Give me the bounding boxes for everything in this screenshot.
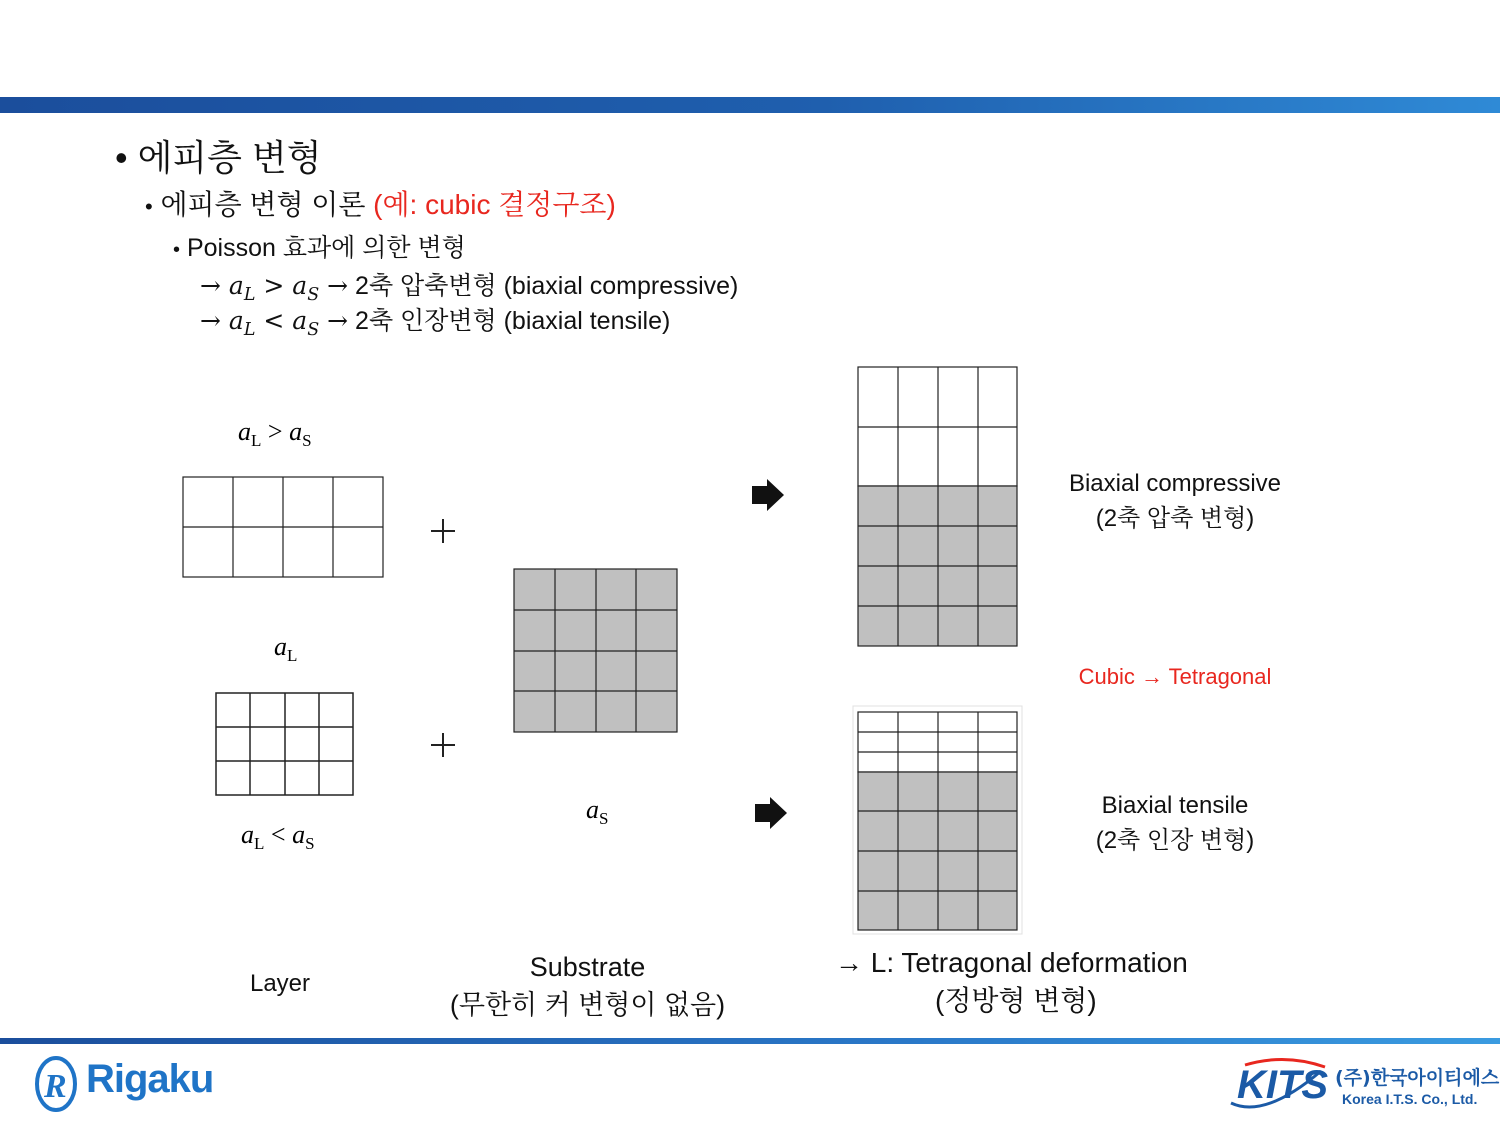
compressive-result-grid [858, 367, 1017, 646]
plus-sign-bottom [431, 733, 455, 757]
label-aL: $a_L$ [274, 632, 298, 665]
kits-logo [1225, 1055, 1500, 1117]
kits-company-ko: (주)한국아이티에스 [1335, 1067, 1500, 1089]
tensile-label-en: Biaxial tensile [1101, 792, 1249, 819]
bullet3-text: Poisson 효과에 의한 변형 [186, 234, 466, 262]
block-arrow-top [752, 479, 784, 511]
rigaku-logo [34, 1053, 254, 1113]
tensile-label-ko: (2축 인장 변형) [1095, 827, 1255, 854]
footer-bar [0, 1038, 1500, 1044]
substrate-grid [514, 569, 677, 732]
label-aS: $a_S$ [586, 795, 609, 828]
svg-text:R: R [44, 1068, 67, 1105]
caption-tetragonal-note: (정방형 변형) [935, 985, 1097, 1016]
bullet-dot: • [145, 194, 153, 219]
plus-sign-top [431, 519, 455, 543]
bullet1-text: 에피층 변형 [137, 137, 322, 178]
block-arrow-bottom [755, 797, 787, 829]
tensile-result-grid [853, 706, 1022, 934]
caption-layer: Layer [249, 970, 311, 997]
compressive-label-ko: (2축 압축 변형) [1095, 505, 1255, 532]
cond-bottom: $a_L < a_S$ [241, 820, 315, 853]
bullet2-example: (예: cubic 결정구조) [373, 189, 616, 220]
relation-math-compressive: → $a_L > a_S$ → [200, 271, 349, 306]
bullet-dot: • [173, 239, 181, 261]
compressive-label [1040, 470, 1310, 533]
kits-wordmark: KITS [1237, 1063, 1329, 1107]
rigaku-emblem-icon [34, 1053, 84, 1113]
relation-text-tensile: 2축 인장변형 (biaxial tensile) [355, 307, 671, 335]
cond-top: $a_L > a_S$ [238, 417, 312, 450]
tensile-label [1040, 792, 1310, 855]
caption-substrate-title: Substrate [529, 952, 646, 982]
caption-tetragonal-title: → L: Tetragonal deformation [835, 947, 1188, 978]
relation-math-tensile: → $a_L < a_S$ → [200, 306, 349, 341]
compressive-label-en: Biaxial compressive [1068, 470, 1282, 497]
kits-company-en: Korea I.T.S. Co., Ltd. [1342, 1091, 1478, 1107]
caption-tetragonal [835, 947, 1235, 1019]
bullet-dot: • [115, 137, 128, 178]
caption-substrate [400, 952, 775, 1022]
transition-label: Cubic → Tetragonal [1078, 664, 1272, 689]
bullet2-text: 에피층 변형 이론 [160, 189, 374, 220]
relation-text-compressive: 2축 압축변형 (biaxial compressive) [355, 272, 739, 300]
rigaku-wordmark: Rigaku [86, 1057, 214, 1101]
caption-substrate-note: (무한히 커 변형이 없음) [449, 990, 726, 1020]
layer-grid-small [216, 693, 353, 795]
layer-grid-large [183, 477, 383, 577]
